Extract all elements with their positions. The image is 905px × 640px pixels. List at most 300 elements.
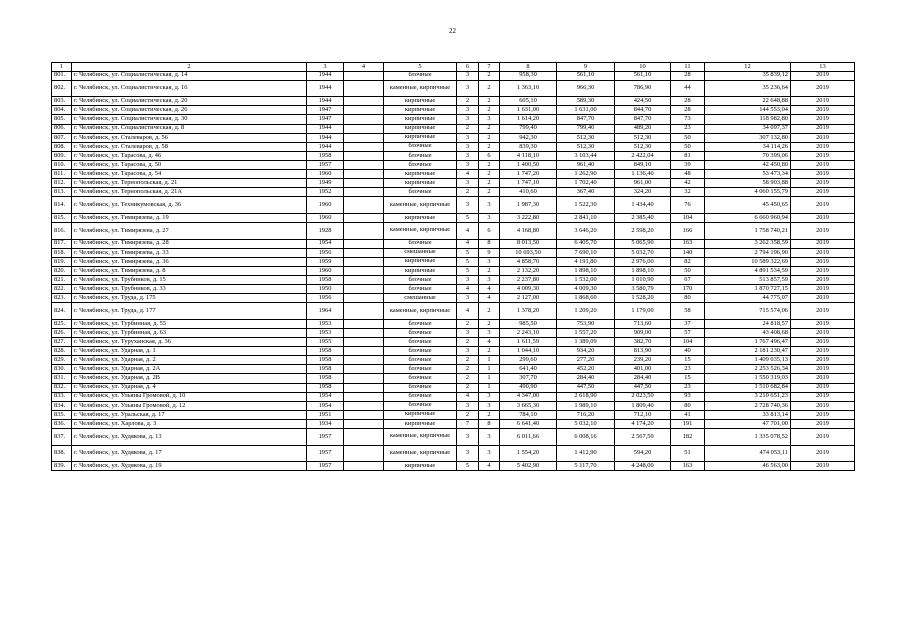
year-built-cell: 1944	[307, 80, 344, 97]
floors-cell: 2	[457, 188, 479, 197]
year-built-cell: 1957	[307, 462, 344, 471]
address-cell: г. Челябинск, ул. Тернопольская, д. 21	[72, 179, 307, 188]
header-cell: 5	[384, 63, 457, 72]
table-row	[52, 392, 855, 401]
repair-year-cell: 2019	[791, 170, 855, 179]
repair-year-cell: 2019	[791, 462, 855, 471]
empty-cell	[344, 294, 384, 303]
floors-cell: 2	[457, 338, 479, 347]
row-number: 822.	[52, 285, 72, 294]
residents-cell: 76	[671, 197, 705, 214]
year-built-cell: 1957	[307, 428, 344, 445]
entrances-cell: 2	[479, 266, 500, 275]
empty-cell	[344, 124, 384, 133]
year-built-cell: 1957	[307, 160, 344, 169]
total-area-cell: 784,10	[500, 410, 557, 419]
year-built-cell: 1958	[307, 151, 344, 160]
repair-year-cell: 2019	[791, 213, 855, 222]
floors-cell: 3	[457, 151, 479, 160]
floors-cell: 3	[457, 106, 479, 115]
entrances-cell: 4	[479, 338, 500, 347]
year-built-cell: 1947	[307, 115, 344, 124]
empty-cell	[344, 428, 384, 445]
residents-cell: 50	[671, 142, 705, 151]
row-number: 837.	[52, 428, 72, 445]
total-area-cell: 1 747,20	[500, 170, 557, 179]
address-cell: г. Челябинск, ул. Тарасова, д. 50	[72, 160, 307, 169]
cost-cell: 2 728 740,36	[705, 401, 791, 410]
table-row	[52, 374, 855, 383]
private-area-cell: 909,00	[615, 328, 671, 337]
wall-material-cell: блочные	[384, 319, 457, 328]
private-area-cell: 561,10	[615, 71, 671, 80]
table-row	[52, 328, 855, 337]
repair-year-cell: 2019	[791, 71, 855, 80]
table-row	[52, 170, 855, 179]
total-area-cell: 5 402,90	[500, 462, 557, 471]
private-area-cell: 4 174,20	[615, 419, 671, 428]
repair-year-cell: 2019	[791, 266, 855, 275]
wall-material-cell: кирпичные	[384, 170, 457, 179]
living-area-cell: 561,10	[557, 71, 615, 80]
empty-cell	[344, 365, 384, 374]
repair-year-cell: 2019	[791, 383, 855, 392]
cost-cell: 1 758 740,21	[705, 223, 791, 240]
floors-cell: 3	[457, 428, 479, 445]
empty-cell	[344, 338, 384, 347]
residents-cell: 41	[671, 410, 705, 419]
row-number: 826.	[52, 328, 72, 337]
row-number: 830.	[52, 365, 72, 374]
private-area-cell: 284,40	[615, 374, 671, 383]
year-built-cell: 1958	[307, 275, 344, 284]
wall-material-cell: блочные	[384, 275, 457, 284]
floors-cell: 2	[457, 97, 479, 106]
year-built-cell: 1956	[307, 294, 344, 303]
floors-cell: 5	[457, 257, 479, 266]
private-area-cell: 512,30	[615, 142, 671, 151]
total-area-cell: 799,40	[500, 124, 557, 133]
entrances-cell: 3	[479, 213, 500, 222]
entrances-cell: 2	[479, 303, 500, 320]
table-row	[52, 419, 855, 428]
floors-cell: 4	[457, 223, 479, 240]
wall-material-cell: каменные, кирпичные	[384, 80, 457, 97]
residents-cell: 191	[671, 419, 705, 428]
repair-year-cell: 2019	[791, 347, 855, 356]
cost-cell: 4 060 155,79	[705, 188, 791, 197]
total-area-cell: 490,90	[500, 383, 557, 392]
wall-material-cell: блочные	[384, 188, 457, 197]
header-cell: 6	[457, 63, 479, 72]
entrances-cell: 1	[479, 356, 500, 365]
residents-cell: 93	[671, 392, 705, 401]
table-row	[52, 365, 855, 374]
cost-cell: 1 767 496,47	[705, 338, 791, 347]
entrances-cell: 2	[479, 106, 500, 115]
cost-cell: 70 399,06	[705, 151, 791, 160]
address-cell: г. Челябинск, ул. Тимирязева, д. 8	[72, 266, 307, 275]
repair-year-cell: 2019	[791, 365, 855, 374]
cost-cell: 58 903,88	[705, 179, 791, 188]
repair-year-cell: 2019	[791, 319, 855, 328]
year-built-cell: 1944	[307, 124, 344, 133]
residents-cell: 15	[671, 374, 705, 383]
table-row	[52, 445, 855, 462]
row-number: 814.	[52, 197, 72, 214]
year-built-cell: 1944	[307, 97, 344, 106]
cost-cell: 44 775,07	[705, 294, 791, 303]
total-area-cell: 839,30	[500, 142, 557, 151]
entrances-cell: 2	[479, 160, 500, 169]
residents-cell: 57	[671, 328, 705, 337]
residents-cell: 163	[671, 239, 705, 248]
floors-cell: 3	[457, 275, 479, 284]
total-area-cell: 10 693,50	[500, 248, 557, 257]
total-area-cell: 4 168,80	[500, 223, 557, 240]
row-number: 831.	[52, 374, 72, 383]
year-built-cell: 1944	[307, 71, 344, 80]
floors-cell: 5	[457, 248, 479, 257]
cost-cell: 3 210 651,23	[705, 392, 791, 401]
header-cell: 8	[500, 63, 557, 72]
empty-cell	[344, 223, 384, 240]
table-row	[52, 338, 855, 347]
entrances-cell: 3	[479, 401, 500, 410]
total-area-cell: 410,60	[500, 188, 557, 197]
table-row	[52, 188, 855, 197]
living-area-cell: 277,20	[557, 356, 615, 365]
wall-material-cell: блочные	[384, 338, 457, 347]
repair-year-cell: 2019	[791, 80, 855, 97]
private-area-cell: 1 434,40	[615, 197, 671, 214]
row-number: 804.	[52, 106, 72, 115]
living-area-cell: 1 989,10	[557, 401, 615, 410]
table-row	[52, 347, 855, 356]
wall-material-cell: кирпичные	[384, 419, 457, 428]
table-row	[52, 115, 855, 124]
private-area-cell: 2 385,40	[615, 213, 671, 222]
year-built-cell: 1960	[307, 170, 344, 179]
table-row	[52, 213, 855, 222]
total-area-cell: 307,70	[500, 374, 557, 383]
total-area-cell: 4 347,00	[500, 392, 557, 401]
wall-material-cell: блочные	[384, 392, 457, 401]
cost-cell: 53 473,34	[705, 170, 791, 179]
total-area-cell: 958,30	[500, 71, 557, 80]
table-row	[52, 401, 855, 410]
living-area-cell: 447,50	[557, 383, 615, 392]
residents-cell: 81	[671, 151, 705, 160]
year-built-cell: 1959	[307, 257, 344, 266]
table-row	[52, 257, 855, 266]
row-number: 806.	[52, 124, 72, 133]
repair-year-cell: 2019	[791, 303, 855, 320]
floors-cell: 2	[457, 319, 479, 328]
address-cell: г. Челябинск, ул. Худякова, д. 17	[72, 445, 307, 462]
address-cell: г. Челябинск, ул. Ульяны Громовой, д. 12	[72, 401, 307, 410]
cost-cell: 1 335 078,52	[705, 428, 791, 445]
repair-year-cell: 2019	[791, 392, 855, 401]
year-built-cell: 1954	[307, 392, 344, 401]
residents-cell: 28	[671, 71, 705, 80]
total-area-cell: 1 747,10	[500, 179, 557, 188]
private-area-cell: 324,20	[615, 188, 671, 197]
address-cell: г. Челябинск, ул. Тимирязева, д. 36	[72, 257, 307, 266]
repair-year-cell: 2019	[791, 239, 855, 248]
residents-cell: 182	[671, 428, 705, 445]
row-number: 817.	[52, 239, 72, 248]
private-area-cell: 594,20	[615, 445, 671, 462]
table-row	[52, 383, 855, 392]
entrances-cell: 3	[479, 328, 500, 337]
cost-cell: 2 181 230,47	[705, 347, 791, 356]
year-built-cell: 1953	[307, 328, 344, 337]
entrances-cell: 3	[479, 392, 500, 401]
row-number: 839.	[52, 462, 72, 471]
year-built-cell: 1960	[307, 213, 344, 222]
year-built-cell: 1956	[307, 248, 344, 257]
living-area-cell: 3 103,44	[557, 151, 615, 160]
living-area-cell: 452,20	[557, 365, 615, 374]
entrances-cell: 6	[479, 151, 500, 160]
entrances-cell: 2	[479, 71, 500, 80]
year-built-cell: 1958	[307, 374, 344, 383]
repair-year-cell: 2019	[791, 248, 855, 257]
repair-year-cell: 2019	[791, 419, 855, 428]
table-row	[52, 275, 855, 284]
header-cell: 12	[705, 63, 791, 72]
empty-cell	[344, 151, 384, 160]
housing-register-table	[51, 62, 855, 471]
table-row	[52, 124, 855, 133]
cost-cell: 45 450,65	[705, 197, 791, 214]
living-area-cell: 512,30	[557, 142, 615, 151]
living-area-cell: 4 191,80	[557, 257, 615, 266]
residents-cell: 170	[671, 285, 705, 294]
empty-cell	[344, 401, 384, 410]
wall-material-cell: кирпичные	[384, 133, 457, 142]
empty-cell	[344, 285, 384, 294]
repair-year-cell: 2019	[791, 445, 855, 462]
wall-material-cell: смешанные	[384, 294, 457, 303]
address-cell: г. Челябинск, ул. Уральская, д. 17	[72, 410, 307, 419]
repair-year-cell: 2019	[791, 428, 855, 445]
entrances-cell: 2	[479, 188, 500, 197]
table-row	[52, 197, 855, 214]
table-row	[52, 462, 855, 471]
row-number: 838.	[52, 445, 72, 462]
living-area-cell: 799,40	[557, 124, 615, 133]
wall-material-cell: блочные	[384, 160, 457, 169]
residents-cell: 80	[671, 294, 705, 303]
header-cell: 13	[791, 63, 855, 72]
private-area-cell: 401,00	[615, 365, 671, 374]
private-area-cell: 2 422,04	[615, 151, 671, 160]
floors-cell: 3	[457, 160, 479, 169]
year-built-cell: 1958	[307, 347, 344, 356]
private-area-cell: 489,20	[615, 124, 671, 133]
row-number: 801.	[52, 71, 72, 80]
header-cell: 3	[307, 63, 344, 72]
total-area-cell: 2 237,80	[500, 275, 557, 284]
floors-cell: 3	[457, 294, 479, 303]
column-number-header-row	[52, 63, 855, 72]
residents-cell: 23	[671, 124, 705, 133]
entrances-cell: 3	[479, 428, 500, 445]
address-cell: г. Челябинск, ул. Тимирязева, д. 33	[72, 248, 307, 257]
wall-material-cell: кирпичные	[384, 106, 457, 115]
year-built-cell: 1954	[307, 239, 344, 248]
floors-cell: 2	[457, 374, 479, 383]
wall-material-cell: кирпичные	[384, 213, 457, 222]
address-cell: г. Челябинск, ул. Ударная, д. 2А	[72, 365, 307, 374]
private-area-cell: 2 567,50	[615, 428, 671, 445]
living-area-cell: 1 702,40	[557, 179, 615, 188]
wall-material-cell: кирпичные	[384, 97, 457, 106]
repair-year-cell: 2019	[791, 179, 855, 188]
repair-year-cell: 2019	[791, 338, 855, 347]
living-area-cell: 1 868,60	[557, 294, 615, 303]
total-area-cell: 6 641,40	[500, 419, 557, 428]
residents-cell: 37	[671, 319, 705, 328]
wall-material-cell: кирпичные	[384, 115, 457, 124]
row-number: 807.	[52, 133, 72, 142]
cost-cell: 35 236,64	[705, 80, 791, 97]
residents-cell: 28	[671, 106, 705, 115]
year-built-cell: 1960	[307, 266, 344, 275]
empty-cell	[344, 170, 384, 179]
table-row	[52, 285, 855, 294]
row-number: 819.	[52, 257, 72, 266]
year-built-cell: 1958	[307, 365, 344, 374]
total-area-cell: 641,40	[500, 365, 557, 374]
total-area-cell: 4 118,10	[500, 151, 557, 160]
empty-cell	[344, 445, 384, 462]
wall-material-cell: каменные, кирпичные	[384, 223, 457, 240]
address-cell: г. Челябинск, ул. Социалистическая, д. 14	[72, 71, 307, 80]
address-cell: г. Челябинск, ул. Тимирязева, д. 19	[72, 213, 307, 222]
cost-cell: 513 857,59	[705, 275, 791, 284]
table-row	[52, 319, 855, 328]
cost-cell: 4 891 534,59	[705, 266, 791, 275]
year-built-cell: 1953	[307, 319, 344, 328]
entrances-cell: 6	[479, 223, 500, 240]
year-built-cell: 1949	[307, 179, 344, 188]
table-row	[52, 410, 855, 419]
residents-cell: 104	[671, 213, 705, 222]
entrances-cell: 2	[479, 142, 500, 151]
wall-material-cell: блочные	[384, 374, 457, 383]
table-row	[52, 239, 855, 248]
residents-cell: 163	[671, 462, 705, 471]
address-cell: г. Челябинск, ул. Техникумовская, д. 36	[72, 197, 307, 214]
floors-cell: 3	[457, 142, 479, 151]
row-number: 802.	[52, 80, 72, 97]
repair-year-cell: 2019	[791, 142, 855, 151]
address-cell: г. Челябинск, ул. Трубников, д. 15	[72, 275, 307, 284]
repair-year-cell: 2019	[791, 133, 855, 142]
floors-cell: 3	[457, 328, 479, 337]
cost-cell: 1 409 035,13	[705, 356, 791, 365]
private-area-cell: 786,90	[615, 80, 671, 97]
living-area-cell: 6 008,16	[557, 428, 615, 445]
repair-year-cell: 2019	[791, 328, 855, 337]
total-area-cell: 2 243,10	[500, 328, 557, 337]
total-area-cell: 6 011,66	[500, 428, 557, 445]
total-area-cell: 1 554,20	[500, 445, 557, 462]
repair-year-cell: 2019	[791, 374, 855, 383]
year-built-cell: 1952	[307, 188, 344, 197]
private-area-cell: 1 179,00	[615, 303, 671, 320]
cost-cell: 2 253 526,34	[705, 365, 791, 374]
living-area-cell: 6 405,70	[557, 239, 615, 248]
table-row	[52, 179, 855, 188]
residents-cell: 42	[671, 179, 705, 188]
total-area-cell: 1 378,20	[500, 303, 557, 320]
private-area-cell: 1 010,90	[615, 275, 671, 284]
empty-cell	[344, 71, 384, 80]
total-area-cell: 299,60	[500, 356, 557, 365]
entrances-cell: 1	[479, 383, 500, 392]
living-area-cell: 284,40	[557, 374, 615, 383]
residents-cell: 104	[671, 338, 705, 347]
row-number: 832.	[52, 383, 72, 392]
wall-material-cell: блочные	[384, 347, 457, 356]
year-built-cell: 1954	[307, 401, 344, 410]
row-number: 827.	[52, 338, 72, 347]
living-area-cell: 1 389,09	[557, 338, 615, 347]
row-number: 815.	[52, 213, 72, 222]
year-built-cell: 1957	[307, 445, 344, 462]
empty-cell	[344, 160, 384, 169]
total-area-cell: 1 614,20	[500, 115, 557, 124]
living-area-cell: 5 117,70	[557, 462, 615, 471]
address-cell: г. Челябинск, ул. Тарасова, д. 46	[72, 151, 307, 160]
empty-cell	[344, 80, 384, 97]
address-cell: г. Челябинск, ул. Социалистическая, д. 8	[72, 124, 307, 133]
residents-cell: 40	[671, 347, 705, 356]
repair-year-cell: 2019	[791, 223, 855, 240]
living-area-cell: 1 898,10	[557, 266, 615, 275]
residents-cell: 51	[671, 445, 705, 462]
wall-material-cell: блочные	[384, 328, 457, 337]
total-area-cell: 1 363,10	[500, 80, 557, 97]
residents-cell: 28	[671, 97, 705, 106]
row-number: 816.	[52, 223, 72, 240]
empty-cell	[344, 188, 384, 197]
row-number: 813.	[52, 188, 72, 197]
wall-material-cell: кирпичные	[384, 266, 457, 275]
total-area-cell: 985,50	[500, 319, 557, 328]
wall-material-cell: смешанные	[384, 248, 457, 257]
row-number: 828.	[52, 347, 72, 356]
repair-year-cell: 2019	[791, 275, 855, 284]
living-area-cell: 753,90	[557, 319, 615, 328]
entrances-cell: 3	[479, 275, 500, 284]
wall-material-cell: блочные	[384, 401, 457, 410]
residents-cell: 50	[671, 133, 705, 142]
living-area-cell: 716,20	[557, 410, 615, 419]
table-row	[52, 71, 855, 80]
private-area-cell: 3 580,79	[615, 285, 671, 294]
address-cell: г. Челябинск, ул. Турбинная, д. 55	[72, 319, 307, 328]
row-number: 821.	[52, 275, 72, 284]
repair-year-cell: 2019	[791, 257, 855, 266]
private-area-cell: 5 065,90	[615, 239, 671, 248]
address-cell: г. Челябинск, ул. Труда, д. 175	[72, 294, 307, 303]
table-row	[52, 97, 855, 106]
